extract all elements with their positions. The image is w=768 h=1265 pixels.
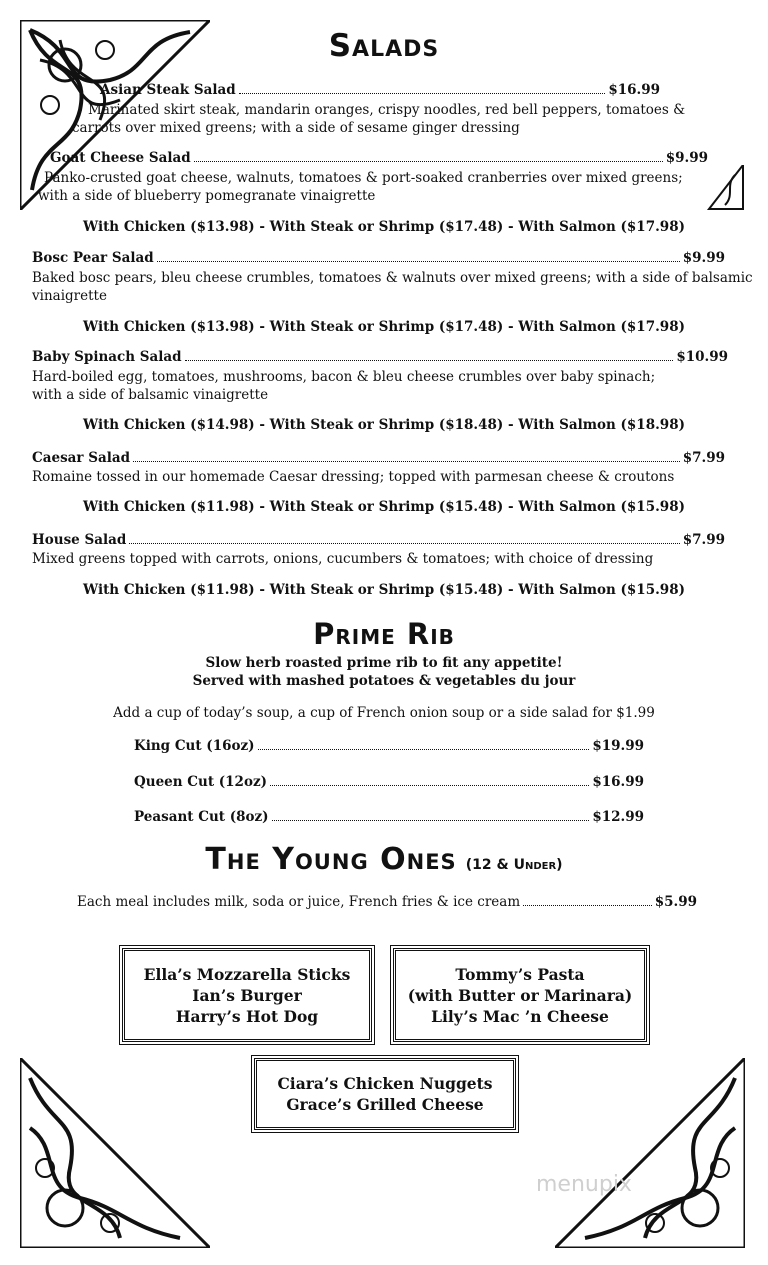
item-description: vinaigrette (32, 288, 107, 304)
item-price: $9.99 (682, 250, 725, 266)
menu-item-bosc-pear (32, 250, 725, 266)
item-description: Romaine tossed in our homemade Caesar dressing; topped with parmesan cheese & croutons (32, 469, 675, 485)
leader-dots (523, 905, 652, 906)
menu-item-baby-spinach (32, 349, 728, 365)
item-name: Caesar Salad (32, 450, 131, 466)
item-name: Asian Steak Salad (100, 82, 236, 98)
item-name: House Salad (32, 532, 127, 548)
item-name: Baby Spinach Salad (32, 349, 182, 365)
leader-dots (185, 360, 674, 361)
celtic-knot-corner-icon (20, 1058, 210, 1248)
prime-rib-note: Add a cup of today’s soup, a cup of French onion soup or a side salad for $1.99 (113, 705, 655, 721)
item-price: $7.99 (682, 532, 725, 548)
salads-heading: Salads (328, 28, 440, 64)
item-price: $5.99 (654, 894, 697, 910)
protein-addon-line: With Chicken ($11.98) - With Steak or Shrimp ($15.48) - With Salmon ($15.98) (83, 582, 685, 598)
age-note: (12 & Under) (465, 857, 563, 873)
item-description: Mixed greens topped with carrots, onions, cucumbers & tomatoes; with choice of dressing (32, 551, 654, 567)
item-description: Each meal includes milk, soda or juice, French fries & ice cream (77, 894, 521, 910)
menu-item-goat-cheese (50, 150, 708, 166)
item-name: Queen Cut (12oz) (134, 774, 267, 790)
item-description: with a side of blueberry pomegranate vinaigrette (38, 188, 376, 204)
protein-addon-line: With Chicken ($11.98) - With Steak or Shrimp ($15.48) - With Salmon ($15.98) (83, 499, 685, 515)
item-description: Marinated skirt steak, mandarin oranges, crispy noodles, red bell peppers, tomatoes & (88, 102, 686, 118)
item-price: $12.99 (592, 809, 644, 825)
leader-dots (133, 461, 680, 462)
item-price: $16.99 (608, 82, 660, 98)
protein-addon-line: With Chicken ($13.98) - With Steak or Shrimp ($17.48) - With Salmon ($17.98) (83, 319, 685, 335)
celtic-knot-corner-icon (555, 1058, 745, 1248)
menu-item-queen-cut (134, 774, 644, 790)
prime-rib-subtitle: Slow herb roasted prime rib to fit any appetite! (205, 655, 563, 671)
leader-dots (157, 261, 680, 262)
item-price: $10.99 (676, 349, 728, 365)
leader-dots (258, 749, 590, 750)
item-name: King Cut (16oz) (134, 738, 255, 754)
kids-item: Lily’s Mac ’n Cheese (431, 1006, 609, 1026)
item-description: Baked bosc pears, bleu cheese crumbles, tomatoes & walnuts over mixed greens; with a side of balsamic (32, 270, 753, 286)
young-ones-heading-row (0, 842, 768, 877)
knot-fragment-icon (705, 165, 745, 210)
kids-item: Ella’s Mozzarella Sticks (143, 964, 351, 984)
kids-item: Tommy’s Pasta (455, 964, 585, 984)
kids-item: (with Butter or Marinara) (407, 985, 633, 1005)
item-price: $19.99 (592, 738, 644, 754)
prime-rib-subtitle: Served with mashed potatoes & vegetables du jour (192, 673, 576, 689)
leader-dots (272, 820, 590, 821)
item-price: $16.99 (592, 774, 644, 790)
leader-dots (239, 93, 606, 94)
item-description: with a side of balsamic vinaigrette (32, 387, 269, 403)
kids-menu-box (393, 948, 647, 1042)
item-name: Bosc Pear Salad (32, 250, 154, 266)
kids-item: Ciara’s Chicken Nuggets (277, 1074, 493, 1093)
kids-item: Ian’s Burger (192, 985, 302, 1005)
item-name: Goat Cheese Salad (50, 150, 191, 166)
menu-item-asian-steak (100, 82, 660, 98)
menu-item-peasant-cut (134, 809, 644, 825)
menu-item-house (32, 532, 725, 548)
leader-dots (129, 543, 679, 544)
item-description: Hard-boiled egg, tomatoes, mushrooms, bacon & bleu cheese crumbles over baby spinach; (32, 369, 656, 385)
protein-addon-line: With Chicken ($13.98) - With Steak or Shrimp ($17.48) - With Salmon ($17.98) (83, 219, 685, 235)
protein-addon-line: With Chicken ($14.98) - With Steak or Shrimp ($18.48) - With Salmon ($18.98) (83, 417, 685, 433)
item-description: carrots over mixed greens; with a side of sesame ginger dressing (72, 120, 520, 136)
item-name: Peasant Cut (8oz) (134, 809, 269, 825)
prime-rib-heading: Prime Rib (313, 617, 455, 651)
kids-menu-box (122, 948, 372, 1042)
item-price: $9.99 (665, 150, 708, 166)
kids-item: Grace’s Grilled Cheese (286, 1095, 484, 1114)
kids-item: Harry’s Hot Dog (175, 1006, 319, 1026)
item-price: $7.99 (682, 450, 725, 466)
menu-item-kids-meal (77, 894, 697, 910)
watermark: menupix (536, 1172, 632, 1197)
leader-dots (270, 785, 589, 786)
menu-item-caesar (32, 450, 725, 466)
young-ones-heading: The Young Ones (205, 842, 457, 877)
menu-item-king-cut (134, 738, 644, 754)
item-description: Panko-crusted goat cheese, walnuts, tomatoes & port-soaked cranberries over mixed greens; (44, 170, 683, 186)
leader-dots (194, 161, 663, 162)
kids-menu-box (254, 1058, 516, 1130)
